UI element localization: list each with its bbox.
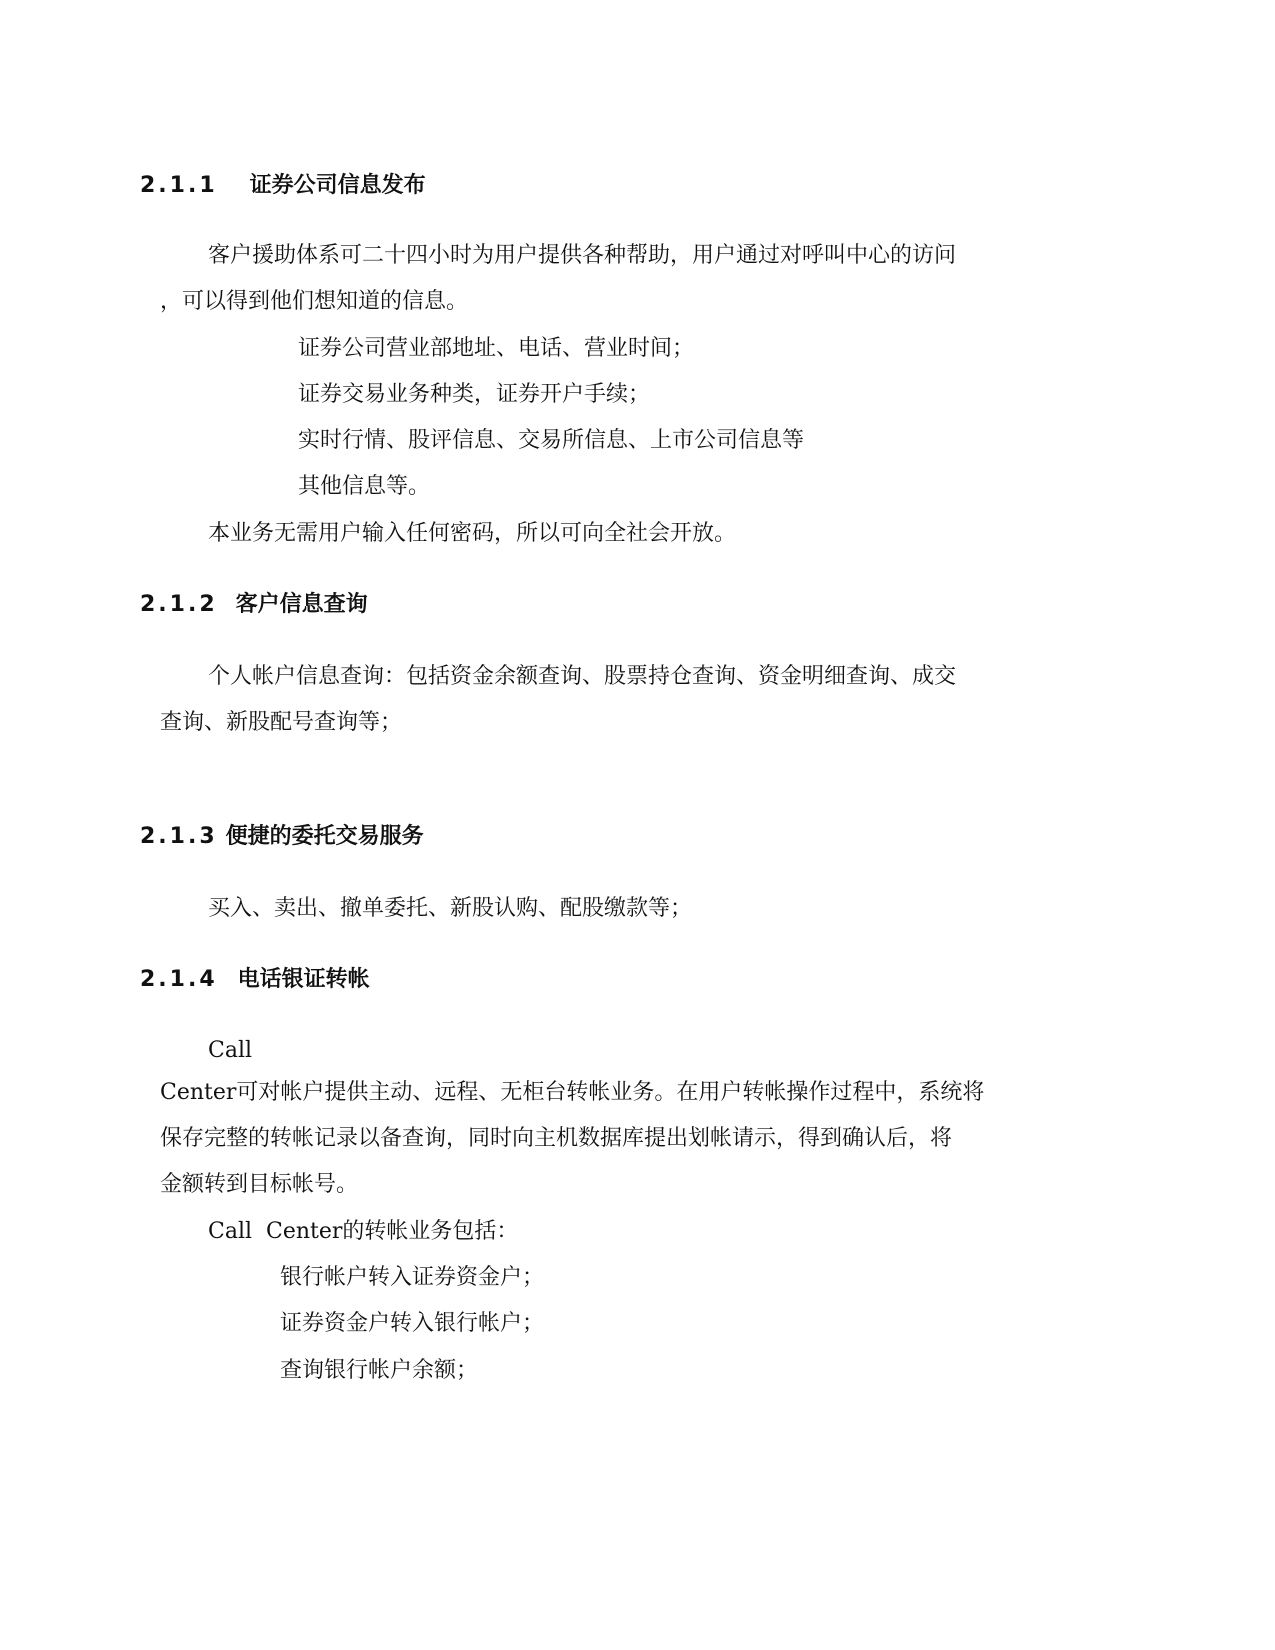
paragraph-line: 金额转到目标帐号。	[160, 1172, 359, 1197]
list-item: 查询银行帐户余额；	[280, 1358, 479, 1383]
section-title: 电话银证转帐	[237, 967, 370, 992]
section-title: 证券公司信息发布	[249, 173, 426, 198]
section-heading-2-1-1	[140, 171, 426, 201]
paragraph-line: ，可以得到他们想知道的信息。	[160, 289, 469, 314]
paragraph-line: 客户援助体系可二十四小时为用户提供各种帮助，用户通过对呼叫中心的访问	[208, 243, 957, 268]
paragraph-line: 个人帐户信息查询：包括资金余额查询、股票持仓查询、资金明细查询、成交	[208, 664, 957, 689]
list-item: 实时行情、股评信息、交易所信息、上市公司信息等	[298, 428, 805, 453]
section-heading-2-1-2	[140, 590, 368, 620]
section-title: 便捷的委托交易服务	[225, 824, 424, 849]
paragraph-line: 本业务无需用户输入任何密码，所以可向全社会开放。	[208, 521, 737, 546]
section-number: 2.1.4	[140, 967, 218, 992]
section-number: 2.1.1	[140, 173, 218, 198]
section-number: 2.1.3	[140, 824, 218, 849]
list-item: 证券资金户转入银行帐户；	[280, 1311, 545, 1336]
section-title: 客户信息查询	[235, 592, 368, 617]
section-heading-2-1-4	[140, 965, 370, 995]
paragraph-line: 查询、新股配号查询等；	[160, 710, 403, 735]
section-heading-2-1-3	[140, 822, 424, 852]
paragraph-line: 保存完整的转帐记录以备查询，同时向主机数据库提出划帐请示，得到确认后，将	[160, 1126, 953, 1151]
list-item: 证券公司营业部地址、电话、营业时间；	[298, 336, 695, 361]
list-item: 其他信息等。	[298, 474, 431, 499]
paragraph-line: 买入、卖出、撤单委托、新股认购、配股缴款等；	[208, 896, 693, 921]
section-number: 2.1.2	[140, 592, 218, 617]
paragraph-line: Call	[208, 1038, 253, 1063]
paragraph-line: Center可对帐户提供主动、远程、无柜台转帐业务。在用户转帐操作过程中，系统将	[160, 1080, 985, 1105]
list-item: 证券交易业务种类，证券开户手续；	[298, 382, 651, 407]
list-item: 银行帐户转入证券资金户；	[280, 1265, 545, 1290]
list-intro: Call Center的转帐业务包括：	[208, 1219, 519, 1244]
